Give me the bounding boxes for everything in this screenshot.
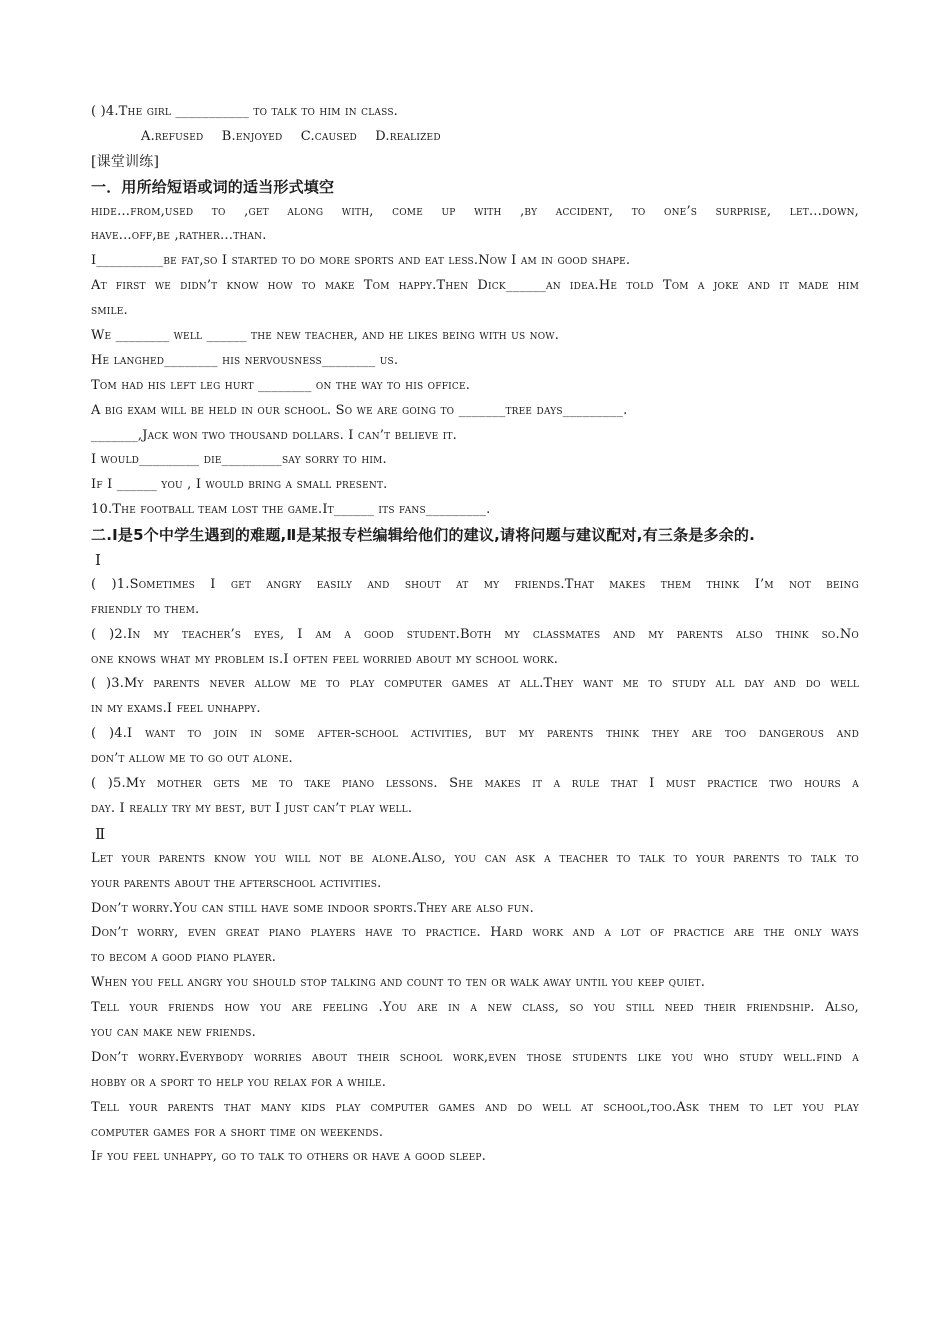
part-2-label: Ⅱ	[95, 824, 106, 843]
problem-line: ( )3.My parents never allow me to play computer games at all.They want me to study all day and do well	[91, 676, 859, 692]
advice-line: to becom a good piano player.	[91, 950, 277, 966]
fill-blank-item: If I ______ you , I would bring a small present.	[91, 477, 388, 493]
fill-blank-item: _______,Jack won two thousand dollars. I can’t believe it.	[91, 427, 458, 443]
section-1-heading: 一．用所给短语或词的适当形式填空	[91, 177, 335, 196]
fill-blank-item: We ________ well ______ the new teacher, and he likes being with us now.	[91, 328, 560, 344]
fill-blank-item: He langhed________ his nervousness________ us.	[91, 352, 399, 368]
advice-line: Don’t worry.Everybody worries about their school work,even those students like you who study well.find a	[91, 1049, 859, 1065]
fill-blank-item: 10.The football team lost the game.It______ its fans_________.	[91, 502, 491, 518]
problem-line: ( )4.I want to join in some after-school activities, but my parents think they are too dangerous and	[91, 726, 859, 742]
problem-line: ( )2.In my teacher’s eyes, I am a good student.Both my classmates and my parents also think so.No	[91, 626, 859, 642]
problem-line: in my exams.I feel unhappy.	[91, 701, 261, 717]
fill-blank-item: I__________be fat,so I started to do more sports and eat less.Now I am in good shape.	[91, 253, 631, 269]
advice-line: hobby or a sport to help you relax for a while.	[91, 1074, 387, 1090]
advice-line: When you fell angry you should stop talking and count to ten or walk away until you keep quiet.	[91, 975, 706, 991]
advice-line: If you feel unhappy, go to talk to others or have a good sleep.	[91, 1149, 486, 1165]
fill-blank-item: smile.	[91, 303, 128, 319]
problem-line: ( )1.Sometimes I get angry easily and shout at my friends.That makes them think I’m not being	[91, 576, 859, 592]
fill-blank-item: I would_________ die_________say sorry to him.	[91, 452, 387, 468]
question-4-stem: ( )4.The girl ___________ to talk to him in class.	[91, 104, 399, 119]
word-bank-line: have...off,be ,rather…than.	[91, 228, 267, 244]
problem-line: day. I really try my best, but I just can’t play well.	[91, 800, 413, 816]
problem-line: one knows what my problem is.I often feel worried about my school work.	[91, 651, 559, 667]
document-page	[91, 100, 859, 1170]
word-bank-line: hide…from,used to ,get along with, come up with ,by accident, to one’s surprise, let…down,	[91, 203, 859, 219]
advice-line: Let your parents know you will not be alone.Also, you can ask a teacher to talk to your parents to talk to	[91, 850, 859, 866]
question-4-options: A.refused B.enjoyed C.caused D.realized	[141, 128, 441, 144]
part-1-label: Ⅰ	[95, 551, 102, 570]
advice-line: your parents about the afterschool activities.	[91, 875, 382, 891]
advice-line: Don’t worry.You can still have some indoor sports.They are also fun.	[91, 900, 534, 916]
fill-blank-item: A big exam will be held in our school. So we are going to _______tree days_________.	[91, 402, 628, 418]
advice-line: Tell your friends how you are feeling .You are in a new class, so you still need their friendship. Also,	[91, 1000, 859, 1016]
problem-line: don’t allow me to go out alone.	[91, 751, 293, 767]
fill-blank-item: Tom had his left leg hurt ________ on the way to his office.	[91, 377, 471, 393]
advice-line: Tell your parents that many kids play computer games and do well at school,too.Ask them to let you play	[91, 1099, 859, 1115]
section-2-heading: 二.Ⅰ是5个中学生遇到的难题,Ⅱ是某报专栏编辑给他们的建议,请将问题与建议配对,有三条是多余的.	[91, 526, 755, 545]
advice-line: Don’t worry, even great piano players have to practice. Hard work and a lot of practice are the only ways	[91, 925, 859, 941]
problem-line: friendly to them.	[91, 601, 200, 617]
fill-blank-item: At first we didn’t know how to make Tom happy.Then Dick______an idea.He told Tom a joke and it made him	[91, 278, 859, 294]
classroom-practice-label: [课堂训练]	[91, 153, 160, 170]
advice-line: you can make new friends.	[91, 1024, 256, 1040]
problem-line: ( )5.My mother gets me to take piano lessons. She makes it a rule that I must practice two hours a	[91, 776, 859, 792]
advice-line: computer games for a short time on weekends.	[91, 1124, 384, 1140]
